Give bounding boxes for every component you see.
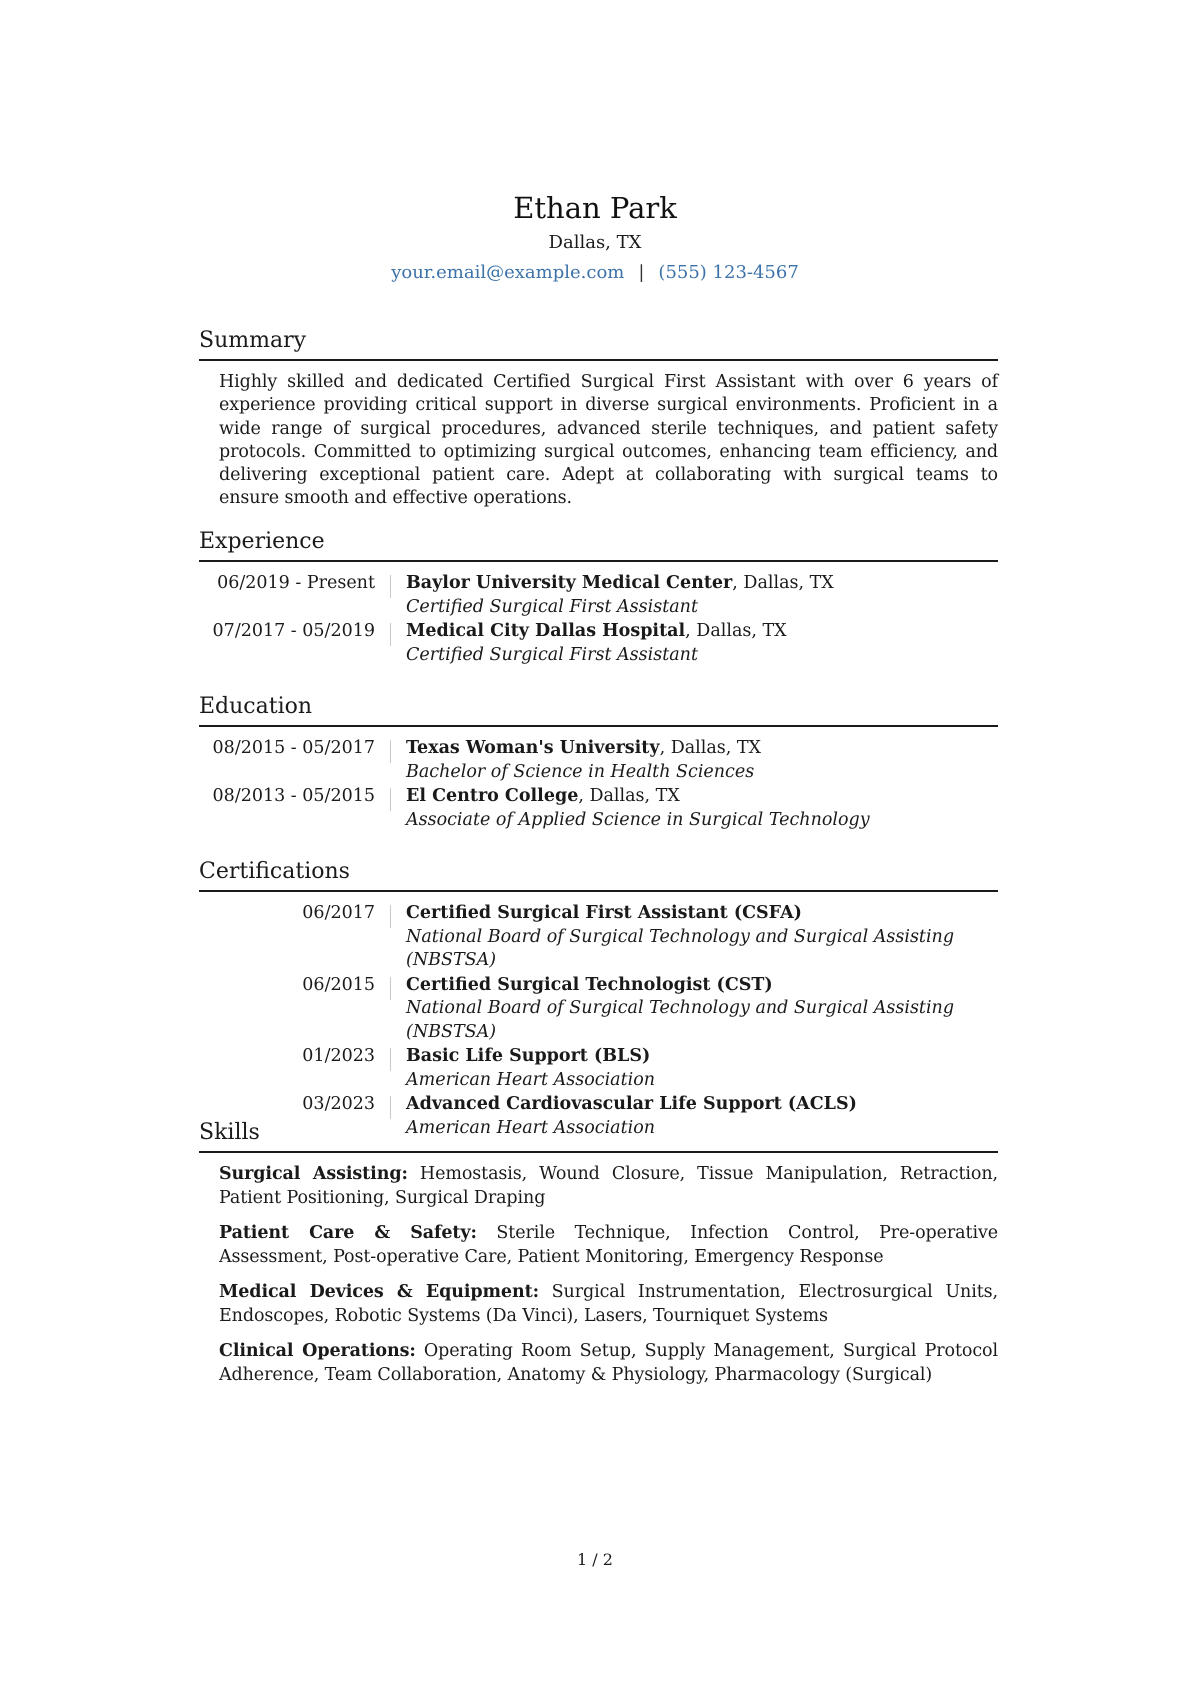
skill-item	[219, 1222, 998, 1269]
entry-organization: Medical City Dallas Hospital	[406, 621, 686, 641]
skill-category: Clinical Operations:	[219, 1341, 416, 1361]
experience-entry	[199, 620, 998, 667]
candidate-name: Ethan Park	[513, 191, 677, 225]
page-number: 1 / 2	[577, 1550, 613, 1569]
entry-date: 08/2013 - 05/2015	[212, 786, 375, 806]
entry-role: Certified Surgical First Assistant	[406, 644, 698, 665]
skill-item	[219, 1163, 998, 1210]
entry-date: 08/2015 - 05/2017	[212, 738, 375, 758]
resume-header	[0, 190, 1190, 286]
entry-location: , Dallas, TX	[732, 573, 834, 593]
skill-list: Sterile Technique, Infection Control, Pre-operative Assessment, Post-operative Care, Patient Monitoring, Emergency Response	[219, 1223, 998, 1267]
contact-line	[0, 260, 1190, 286]
skill-item	[219, 1340, 998, 1387]
certification-entry	[199, 1045, 998, 1092]
certification-name: Basic Life Support (BLS)	[406, 1046, 651, 1066]
certification-entry	[199, 902, 998, 973]
education-entry	[199, 785, 998, 832]
certification-name: Certified Surgical Technologist (CST)	[406, 974, 773, 995]
skill-category: Medical Devices & Equipment:	[219, 1282, 539, 1302]
summary-text: Highly skilled and dedicated Certified Surgical First Assistant with over 6 years of experience providing critical support in diverse surgical environments. Proficient in a wide range of surgical procedures, advanced sterile techniques, and patient safety protocols. Committed to optimizing surgical outcomes, enhancing team efficiency, and delivering exceptional patient care. Adept at collaborating with surgical teams to ensure smooth and effective operations.	[219, 372, 998, 509]
section-title-education: Education	[199, 693, 998, 727]
entry-institution: El Centro College	[406, 786, 579, 806]
experience-section	[199, 528, 998, 667]
certification-issuer: National Board of Surgical Technology and Surgical Assisting (NBSTSA)	[406, 998, 955, 1042]
entry-date: 03/2023	[302, 1094, 375, 1114]
certification-issuer: American Heart Association	[406, 1117, 656, 1138]
certification-name: Advanced Cardiovascular Life Support (ACLS)	[406, 1094, 857, 1114]
skill-list: Surgical Instrumentation, Electrosurgical Units, Endoscopes, Robotic Systems (Da Vinci), Lasers, Tourniquet Systems	[219, 1282, 998, 1326]
section-title-skills: Skills	[199, 1119, 998, 1153]
phone-link[interactable]: (555) 123-4567	[658, 262, 799, 283]
entry-date: 06/2019 - Present	[217, 573, 375, 593]
education-section	[199, 693, 998, 832]
entry-date: 01/2023	[302, 1046, 375, 1066]
email-link[interactable]: your.email@example.com	[391, 262, 625, 283]
skill-item	[219, 1281, 998, 1328]
entry-date: 06/2017	[302, 903, 375, 923]
certification-entry	[199, 974, 998, 1045]
skills-section	[199, 1119, 998, 1399]
section-title-summary: Summary	[199, 327, 998, 361]
entry-degree: Associate of Applied Science in Surgical Technology	[406, 809, 870, 830]
entry-institution: Texas Woman's University	[406, 738, 660, 758]
contact-separator: |	[638, 262, 645, 283]
summary-section	[199, 327, 998, 511]
section-title-certifications: Certifications	[199, 858, 998, 892]
entry-location: , Dallas, TX	[659, 738, 762, 758]
certification-issuer: National Board of Surgical Technology and Surgical Assisting (NBSTSA)	[406, 926, 955, 970]
entry-degree: Bachelor of Science in Health Sciences	[406, 761, 755, 782]
entry-location: , Dallas, TX	[578, 786, 680, 806]
entry-organization: Baylor University Medical Center	[406, 573, 733, 593]
skill-list: Operating Room Setup, Supply Management, Surgical Protocol Adherence, Team Collaboration, Anatomy & Physiology, Pharmacology (Surgical)	[219, 1341, 998, 1385]
candidate-location: Dallas, TX	[548, 232, 642, 253]
skill-list: Hemostasis, Wound Closure, Tissue Manipulation, Retraction, Patient Positioning, Surgical Draping	[219, 1164, 998, 1208]
section-title-experience: Experience	[199, 528, 998, 562]
certifications-section	[199, 858, 998, 1140]
entry-date: 07/2017 - 05/2019	[212, 621, 375, 641]
experience-entry	[199, 572, 998, 619]
entry-role: Certified Surgical First Assistant	[406, 596, 698, 617]
skill-category: Surgical Assisting:	[219, 1164, 408, 1184]
certification-name: Certified Surgical First Assistant (CSFA)	[406, 903, 802, 923]
certification-issuer: American Heart Association	[406, 1069, 656, 1090]
entry-location: , Dallas, TX	[685, 621, 787, 641]
skill-category: Patient Care & Safety:	[219, 1223, 477, 1243]
education-entry	[199, 737, 998, 784]
entry-date: 06/2015	[302, 974, 375, 995]
